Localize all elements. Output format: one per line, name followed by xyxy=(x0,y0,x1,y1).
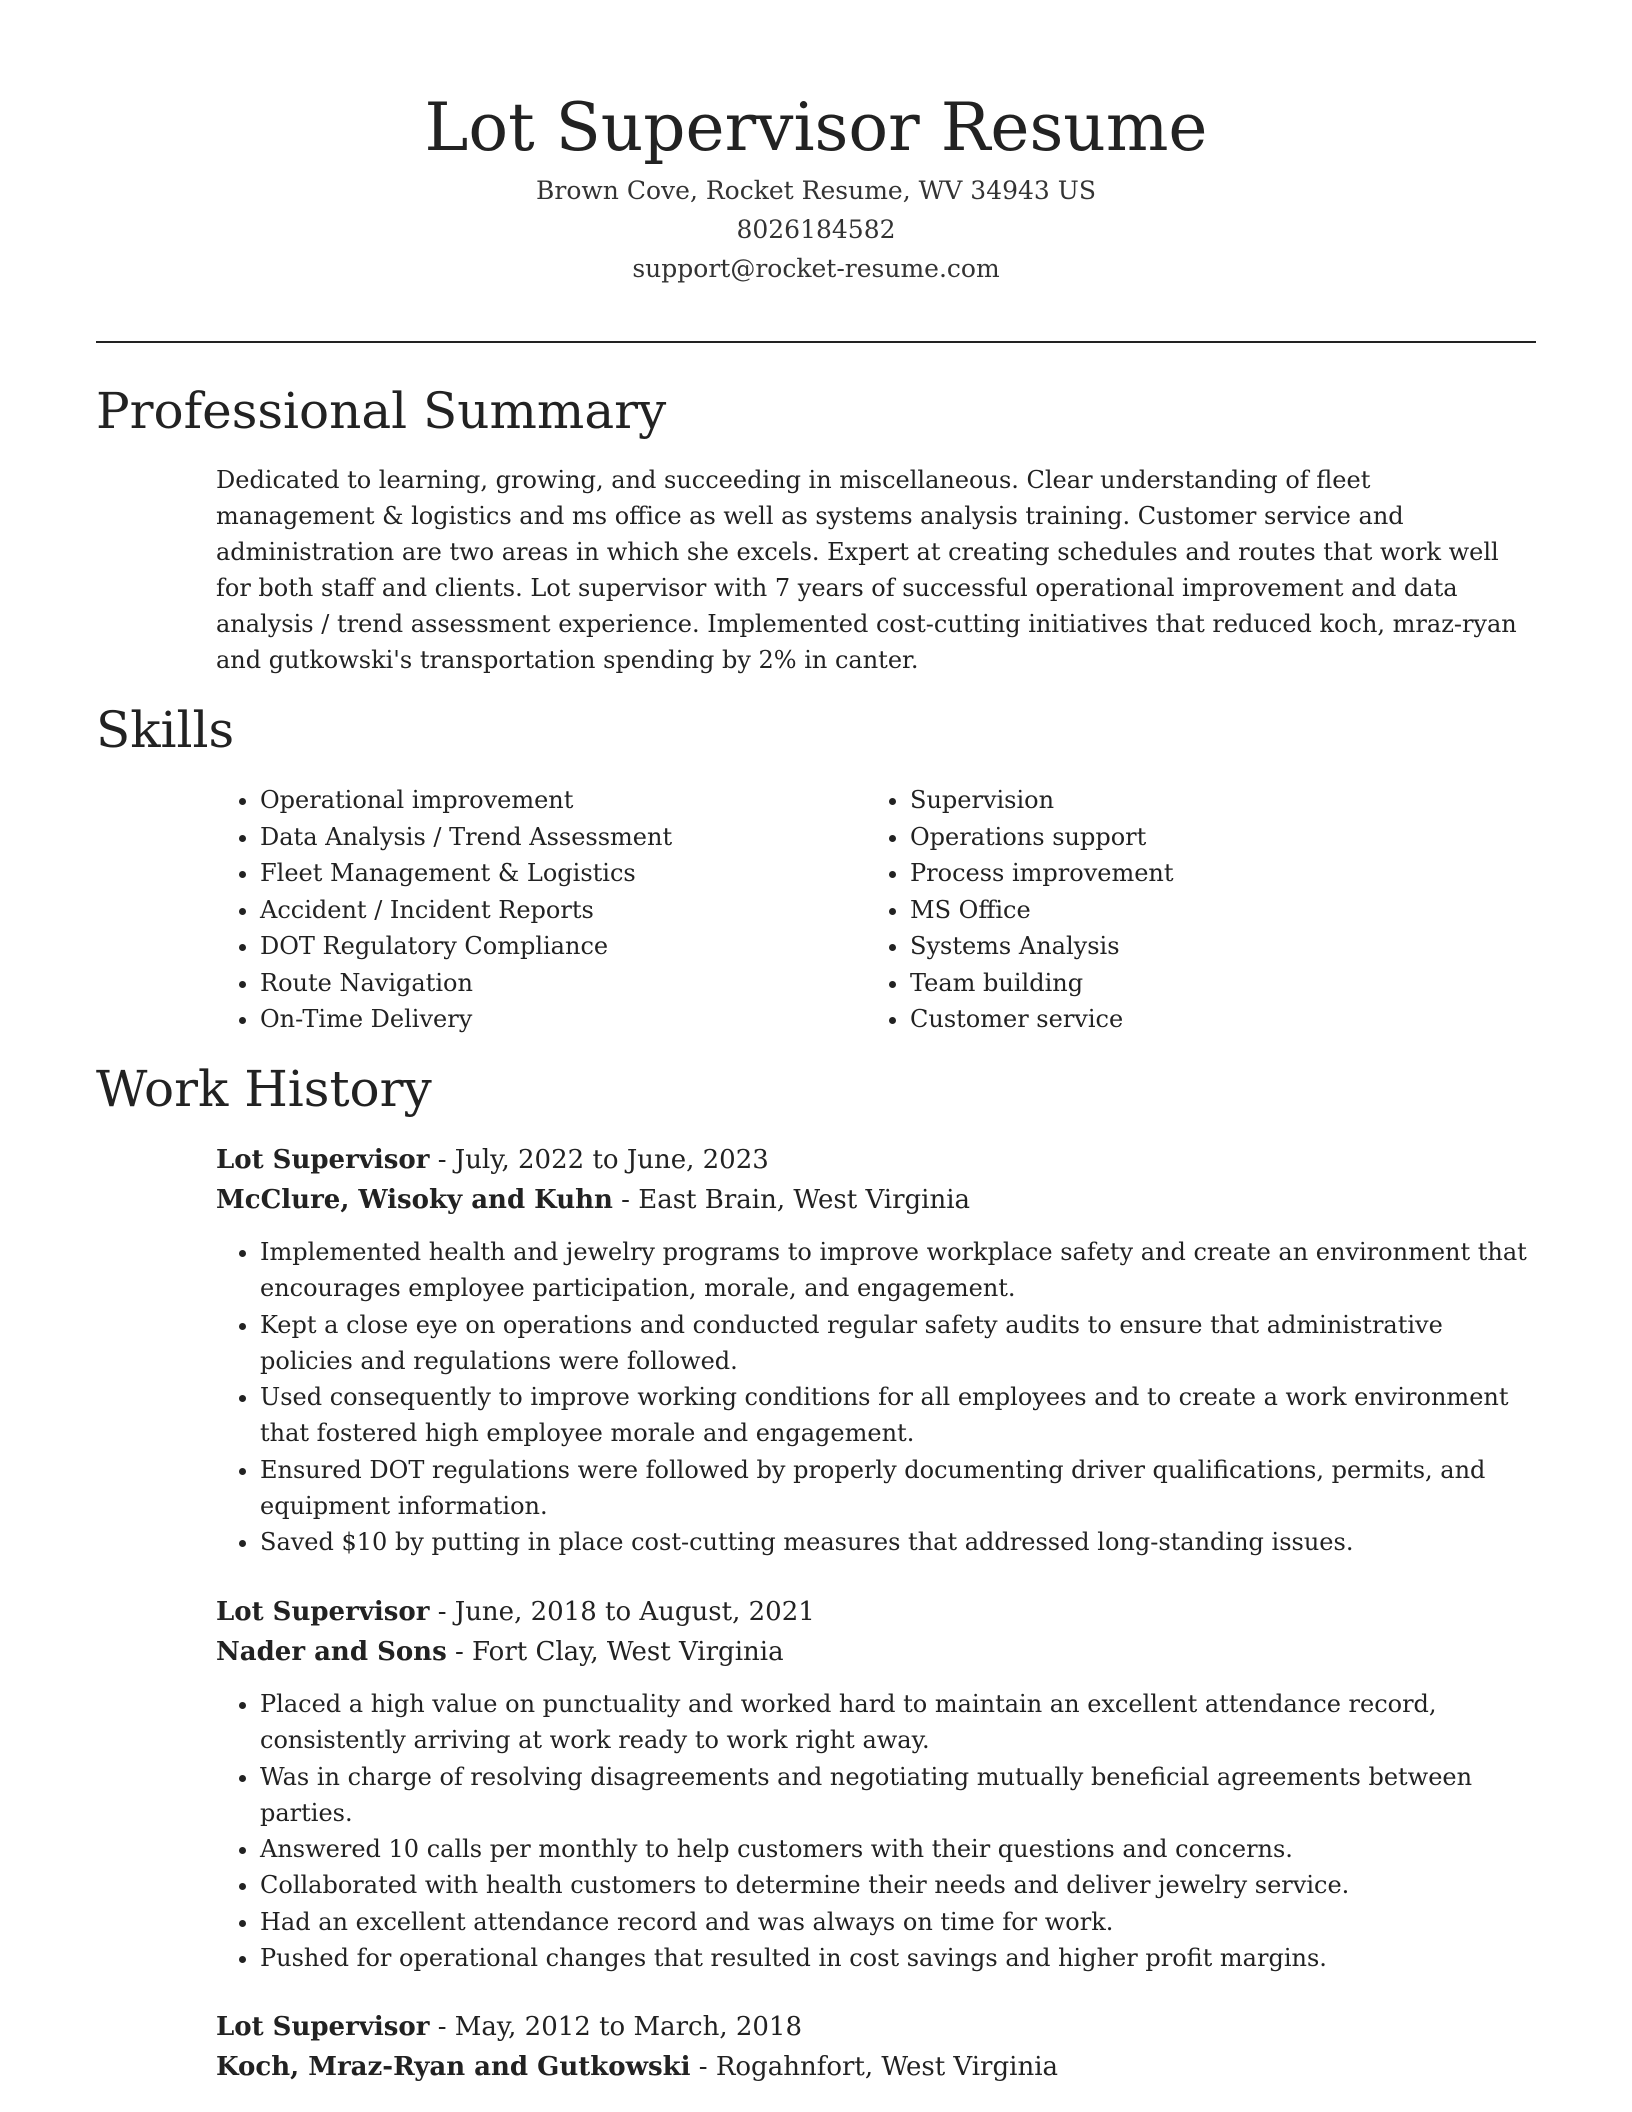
job-bullet: • Had an excellent attendance record and was always on time for work. xyxy=(260,1904,1536,1940)
skills-right-column xyxy=(866,782,1516,1038)
skills-heading: Skills xyxy=(96,701,235,759)
job-bullet: • Ensured DOT regulations were followed by properly documenting driver qualifications, permits, and equipment information. xyxy=(260,1452,1536,1525)
job-location: - Fort Clay, West Virginia xyxy=(446,1637,784,1667)
job-bullet: • Placed a high value on punctuality and worked hard to maintain an excellent attendance record, consistently arriving at work ready to work right away. xyxy=(260,1686,1536,1759)
job-location: - East Brain, West Virginia xyxy=(612,1185,971,1215)
skill-item: • Team building xyxy=(910,965,1516,1002)
job-bullet: • Answered 10 calls per monthly to help customers with their questions and concerns. xyxy=(260,1831,1536,1867)
skill-item: • Fleet Management & Logistics xyxy=(260,855,866,892)
summary-text: Dedicated to learning, growing, and succeeding in miscellaneous. Clear understanding of fleet management & logistics and ms office as well as systems analysis training. Customer service and administration are two areas in which she excels. Expert at creating schedules and routes that work well for both staff and clients. Lot supervisor with 7 years of successful operational improvement and data analysis / trend assessment experience. Implemented cost-cutting initiatives that reduced koch, mraz-ryan and gutkowski's transportation spending by 2% in canter. xyxy=(216,466,1517,674)
job-bullets xyxy=(216,1686,1536,1976)
job-title: Lot Supervisor xyxy=(216,1145,430,1175)
job-company-line xyxy=(216,2047,1536,2087)
job-location: - Rogahnfort, West Virginia xyxy=(690,2052,1059,2082)
contact-phone: 8026184582 xyxy=(736,215,896,244)
skill-item: • Customer service xyxy=(910,1001,1516,1038)
work-history-heading: Work History xyxy=(96,1060,432,1118)
skill-item: • Data Analysis / Trend Assessment xyxy=(260,819,866,856)
skill-item: • Supervision xyxy=(910,782,1516,819)
resume-header xyxy=(0,85,1632,288)
job-title: Lot Supervisor xyxy=(216,1597,430,1627)
job-bullet: • Used consequently to improve working conditions for all employees and to create a work environment that fostered high employee morale and engagement. xyxy=(260,1379,1536,1452)
summary-heading: Professional Summary xyxy=(96,382,667,440)
job-bullet: • Implemented health and jewelry programs to improve workplace safety and create an environment that encourages employee participation, morale, and engagement. xyxy=(260,1234,1536,1307)
job-bullet: • Saved $10 by putting in place cost-cutting measures that addressed long-standing issues. xyxy=(260,1524,1536,1560)
skill-item: • Accident / Incident Reports xyxy=(260,892,866,929)
contact-email: support@rocket-resume.com xyxy=(632,254,1000,283)
skill-item: • Operational improvement xyxy=(260,782,866,819)
page-title: Lot Supervisor Resume xyxy=(424,89,1208,166)
job-company: McClure, Wisoky and Kuhn xyxy=(216,1185,613,1215)
job-bullets xyxy=(216,1234,1536,1561)
contact-address: Brown Cove, Rocket Resume, WV 34943 US xyxy=(536,176,1096,205)
skill-item: • Route Navigation xyxy=(260,965,866,1002)
job-title-line xyxy=(216,2007,1536,2047)
job-dates: - July, 2022 to June, 2023 xyxy=(429,1145,769,1175)
skill-item: • Process improvement xyxy=(910,855,1516,892)
job-company: Nader and Sons xyxy=(216,1637,447,1667)
job-entry xyxy=(216,1592,1536,1976)
job-company: Koch, Mraz-Ryan and Gutkowski xyxy=(216,2052,691,2082)
job-bullet: • Collaborated with health customers to determine their needs and deliver jewelry service. xyxy=(260,1867,1536,1903)
skill-item: • DOT Regulatory Compliance xyxy=(260,928,866,965)
job-title-line xyxy=(216,1592,1536,1632)
skill-item: • Operations support xyxy=(910,819,1516,856)
header-divider xyxy=(96,341,1536,343)
job-dates: - May, 2012 to March, 2018 xyxy=(429,2012,803,2042)
job-entry xyxy=(216,2007,1536,2087)
job-company-line xyxy=(216,1180,1536,1220)
job-bullet: • Pushed for operational changes that resulted in cost savings and higher profit margins. xyxy=(260,1940,1536,1976)
skills-left-column xyxy=(216,782,866,1038)
skills-list xyxy=(216,782,1536,1038)
job-entry xyxy=(216,1140,1536,1561)
job-title-line xyxy=(216,1140,1536,1180)
job-title: Lot Supervisor xyxy=(216,2012,430,2042)
skill-item: • On-Time Delivery xyxy=(260,1001,866,1038)
skill-item: • Systems Analysis xyxy=(910,928,1516,965)
job-bullet: • Was in charge of resolving disagreements and negotiating mutually beneficial agreements between parties. xyxy=(260,1759,1536,1832)
job-dates: - June, 2018 to August, 2021 xyxy=(429,1597,815,1627)
job-bullet: • Kept a close eye on operations and conducted regular safety audits to ensure that administrative policies and regulations were followed. xyxy=(260,1307,1536,1380)
skill-item: • MS Office xyxy=(910,892,1516,929)
job-company-line xyxy=(216,1632,1536,1672)
